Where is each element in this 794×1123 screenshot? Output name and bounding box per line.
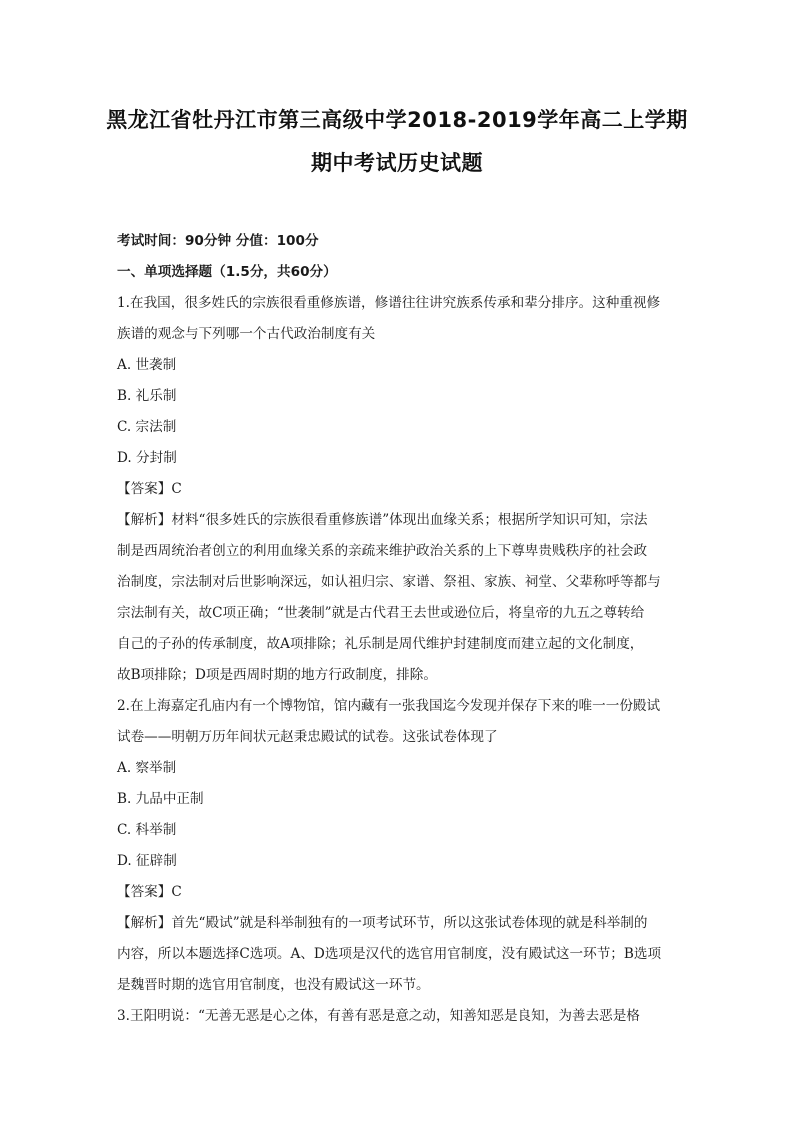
option-b: B. 九品中正制 [117, 791, 204, 807]
analysis-line: 治制度，宗法制对后世影响深远，如认祖归宗、家谱、祭祖、家族、祠堂、父辈称呼等都与 [117, 574, 661, 590]
question-stem-line: 3.王阳明说：“无善无恶是心之体，有善有恶是意之动，知善知恶是良知，为善去恶是格 [117, 1008, 640, 1024]
answer-line: 【答案】C [117, 481, 182, 497]
analysis-line: 【解析】材料“很多姓氏的宗族很看重修族谱”体现出血缘关系；根据所学知识可知，宗法 [117, 512, 648, 528]
analysis-line: 内容，所以本题选择C选项。A、D选项是汉代的选官用官制度，没有殿试这一环节；B选项 [117, 946, 662, 962]
option-b: B. 礼乐制 [117, 388, 177, 404]
analysis-line: 宗法制有关，故C项正确；“世袭制”就是古代君王去世或逊位后，将皇帝的九五之尊转给 [117, 605, 645, 621]
analysis-line: 故B项排除；D项是西周时期的地方行政制度，排除。 [117, 667, 437, 683]
section-heading: 一、单项选择题（1.5分，共60分） [117, 264, 337, 280]
question-3 [117, 1001, 677, 1032]
option-d: D. 分封制 [117, 450, 177, 466]
question-2 [117, 691, 677, 1001]
question-stem-line: 2.在上海嘉定孔庙内有一个博物馆，馆内藏有一张我国迄今发现并保存下来的唯一一份殿试 [117, 698, 661, 714]
analysis-line: 自己的子孙的传承制度，故A项排除；礼乐制是周代维护封建制度而建立起的文化制度， [117, 636, 644, 652]
document-body [117, 226, 677, 1032]
document-title-line-1: 黑龙江省牡丹江市第三高级中学2018-2019学年高二上学期 [106, 108, 688, 132]
document-title-line-2: 期中考试历史试题 [311, 151, 483, 175]
option-a: A. 世袭制 [117, 357, 177, 373]
option-a: A. 察举制 [117, 760, 177, 776]
question-stem-line: 族谱的观念与下列哪一个古代政治制度有关 [117, 326, 376, 342]
exam-info: 考试时间：90分钟 分值：100分 [117, 233, 319, 249]
option-c: C. 宗法制 [117, 419, 177, 435]
option-c: C. 科举制 [117, 822, 177, 838]
analysis-line: 制是西周统治者创立的利用血缘关系的亲疏来维护政治关系的上下尊卑贵贱秩序的社会政 [117, 543, 648, 559]
option-d: D. 征辟制 [117, 853, 177, 869]
question-stem-line: 试卷——明朝万历年间状元赵秉忠殿试的试卷。这张试卷体现了 [117, 729, 498, 745]
question-stem-line: 1.在我国，很多姓氏的宗族很看重修族谱，修谱往往讲究族系传承和辈分排序。这种重视修 [117, 295, 661, 311]
analysis-line: 是魏晋时期的选官用官制度，也没有殿试这一环节。 [117, 977, 430, 993]
analysis-line: 【解析】首先“殿试”就是科举制独有的一项考试环节，所以这张试卷体现的就是科举制的 [117, 915, 648, 931]
question-1 [117, 288, 677, 691]
answer-line: 【答案】C [117, 884, 182, 900]
